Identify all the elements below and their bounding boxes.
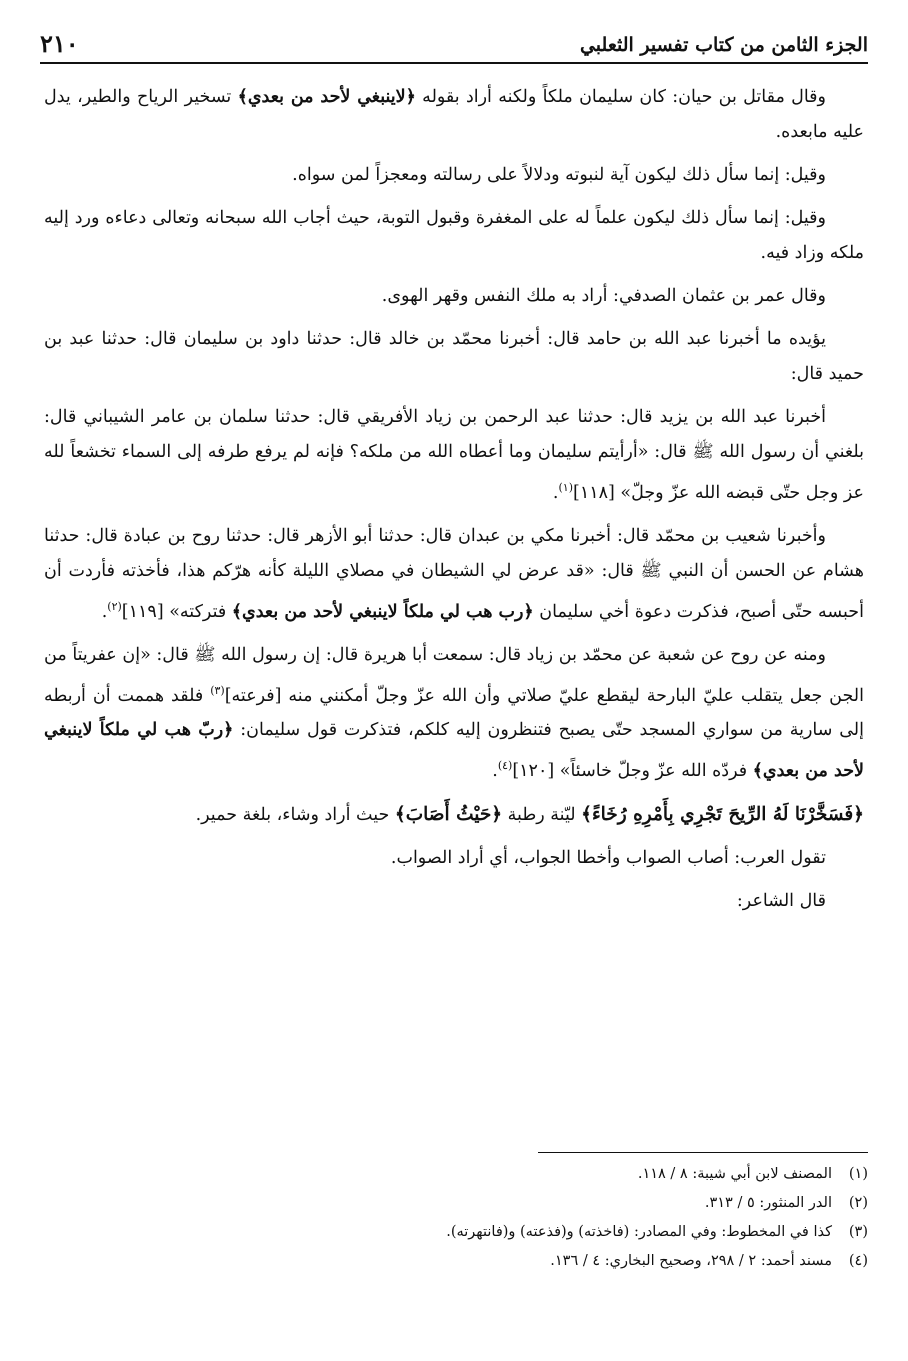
footnotes bbox=[40, 1160, 868, 1276]
footnote bbox=[40, 1189, 868, 1218]
text-run: وقيل: إنما سأل ذلك ليكون آية لنبوته ودلالاً على رسالته ومعجزاً لمن سواه. bbox=[292, 165, 826, 185]
footnote-text: الدر المنثور: ٥ / ٣١٣. bbox=[704, 1195, 832, 1211]
footnote bbox=[40, 1160, 868, 1189]
text-run: . bbox=[552, 482, 559, 503]
text-run: وقيل: إنما سأل ذلك ليكون علماً له على المغفرة وقبول التوبة، حيث أجاب الله سبحانه وتعالى دعاءه ورد إليه ملكه وزاد فيه. bbox=[44, 208, 864, 263]
text-run: وقال مقاتل بن حيان: كان سليمان ملكاً ولكنه أراد بقوله bbox=[415, 87, 826, 107]
footnote-number: (١) bbox=[848, 1166, 868, 1182]
footnote-ref: (٢) bbox=[107, 599, 122, 613]
quran-quote: ﴿رب هب لي ملكاً لاينبغي لأحد من بعدي﴾ bbox=[231, 601, 534, 622]
body-text bbox=[44, 80, 864, 927]
text-run: وقال عمر بن عثمان الصدفي: أراد به ملك النفس وقهر الهوى. bbox=[381, 286, 826, 306]
text-run: تسخير الرياح والطير، يدل عليه مابعده. bbox=[44, 87, 864, 142]
page-number: ٢١٠ bbox=[40, 29, 79, 58]
text-run: فلقد هممت أن أربطه إلى سارية من سواري المسجد حتّى يصبح فتنظرون إليه كلكم، فتذكرت قول سليمان: bbox=[44, 685, 864, 741]
footnote-number: (٣) bbox=[848, 1224, 868, 1240]
quran-quote: ﴿فَسَخَّرْنَا لَهُ الرِّيحَ تَجْرِي بِأَمْرِهِ رُخَاءً﴾ bbox=[581, 804, 864, 826]
text-run: حيث أراد وشاء، بلغة حمير. bbox=[195, 805, 395, 826]
quran-quote: ﴿حَيْثُ أَصَابَ﴾ bbox=[394, 804, 503, 826]
text-run: ومنه عن روح عن شعبة عن محمّد بن زياد قال: سمعت أبا هريرة قال: إن رسول الله ﷺ قال: «إن عفريتاً من الجن جعل يتقلب عليّ البارحة ليقطع عليّ صلاتي وأن الله عزّ وجلّ أمكنني منه [فرعته] bbox=[44, 644, 864, 706]
footnote-text: مسند أحمد: ٢ / ٢٩٨، وصحيح البخاري: ٤ / ١٣٦. bbox=[550, 1253, 832, 1269]
text-run: قال الشاعر: bbox=[736, 891, 826, 912]
footnote-text: كذا في المخطوط: وفي المصادر: (فاخذته) و(فذعته) و(فانتهرته). bbox=[446, 1224, 832, 1240]
page-header bbox=[40, 22, 868, 64]
text-run: . bbox=[492, 761, 498, 782]
paragraph bbox=[44, 400, 864, 511]
text-run: . bbox=[101, 601, 108, 622]
running-title: الجزء الثامن من كتاب تفسير الثعلبي bbox=[579, 34, 868, 56]
footnote-divider bbox=[538, 1152, 868, 1153]
text-run: وأخبرنا شعيب بن محمّد قال: أخبرنا مكي بن عبدان قال: حدثنا أبو الأزهر قال: حدثنا روح بن عبادة قال: حدثنا هشام عن الحسن أن النبي ﷺ قال: «قد عرض لي الشيطان في مصلاي الليلة كأنه هرّكم هذا، فأخذته فأردت أن أحبسه حتّى أصبح، فذكرت دعوة أخي سليمان bbox=[44, 525, 864, 622]
paragraph bbox=[44, 322, 864, 392]
footnote-ref: (١) bbox=[558, 481, 573, 494]
paragraph bbox=[44, 841, 864, 876]
text-run: فتركته» [١١٩] bbox=[121, 601, 232, 622]
paragraph bbox=[44, 638, 864, 790]
text-run: ليّنة رطبة bbox=[502, 805, 582, 826]
footnote-ref: (٣) bbox=[210, 683, 225, 697]
paragraph bbox=[44, 519, 864, 630]
footnote bbox=[40, 1218, 868, 1247]
paragraph bbox=[44, 797, 864, 833]
text-run: يؤيده ما أخبرنا عبد الله بن حامد قال: أخبرنا محمّد بن خالد قال: حدثنا داود بن سليمان قال: حدثنا عبد بن حميد قال: bbox=[44, 329, 864, 384]
text-run: فردّه الله عزّ وجلّ خاسئاً» [١٢٠] bbox=[512, 761, 753, 782]
text-run: تقول العرب: أصاب الصواب وأخطا الجواب، أي أراد الصواب. bbox=[390, 848, 826, 869]
footnote-number: (٢) bbox=[848, 1195, 868, 1211]
text-run: أخبرنا عبد الله بن يزيد قال: حدثنا عبد الرحمن بن زياد الأفريقي قال: حدثنا سلمان بن عامر الشيباني قال: بلغني أن رسول الله ﷺ قال: «أرأيتم سليمان وما أعطاه الله من ملكه؟ فإنه لم يرفع طرفه إلى السماء تخشعاً لله عز وجل حتّى قبضه الله عزّ وجلّ» [١١٨] bbox=[44, 407, 864, 503]
paragraph bbox=[44, 279, 864, 314]
paragraph bbox=[44, 884, 864, 919]
paragraph bbox=[44, 80, 864, 150]
footnote-ref: (٤) bbox=[497, 759, 513, 773]
footnote bbox=[40, 1247, 868, 1276]
quran-quote: ﴿لاينبغي لأحد من بعدي﴾ bbox=[237, 87, 416, 107]
footnote-text: المصنف لابن أبي شيبة: ٨ / ١١٨. bbox=[637, 1166, 832, 1182]
quran-quote: ﴿ربّ هب لي ملكاً لاينبغي لأحد من بعدي﴾ bbox=[44, 720, 864, 782]
paragraph bbox=[44, 201, 864, 271]
footnote-number: (٤) bbox=[848, 1253, 868, 1269]
paragraph bbox=[44, 158, 864, 193]
